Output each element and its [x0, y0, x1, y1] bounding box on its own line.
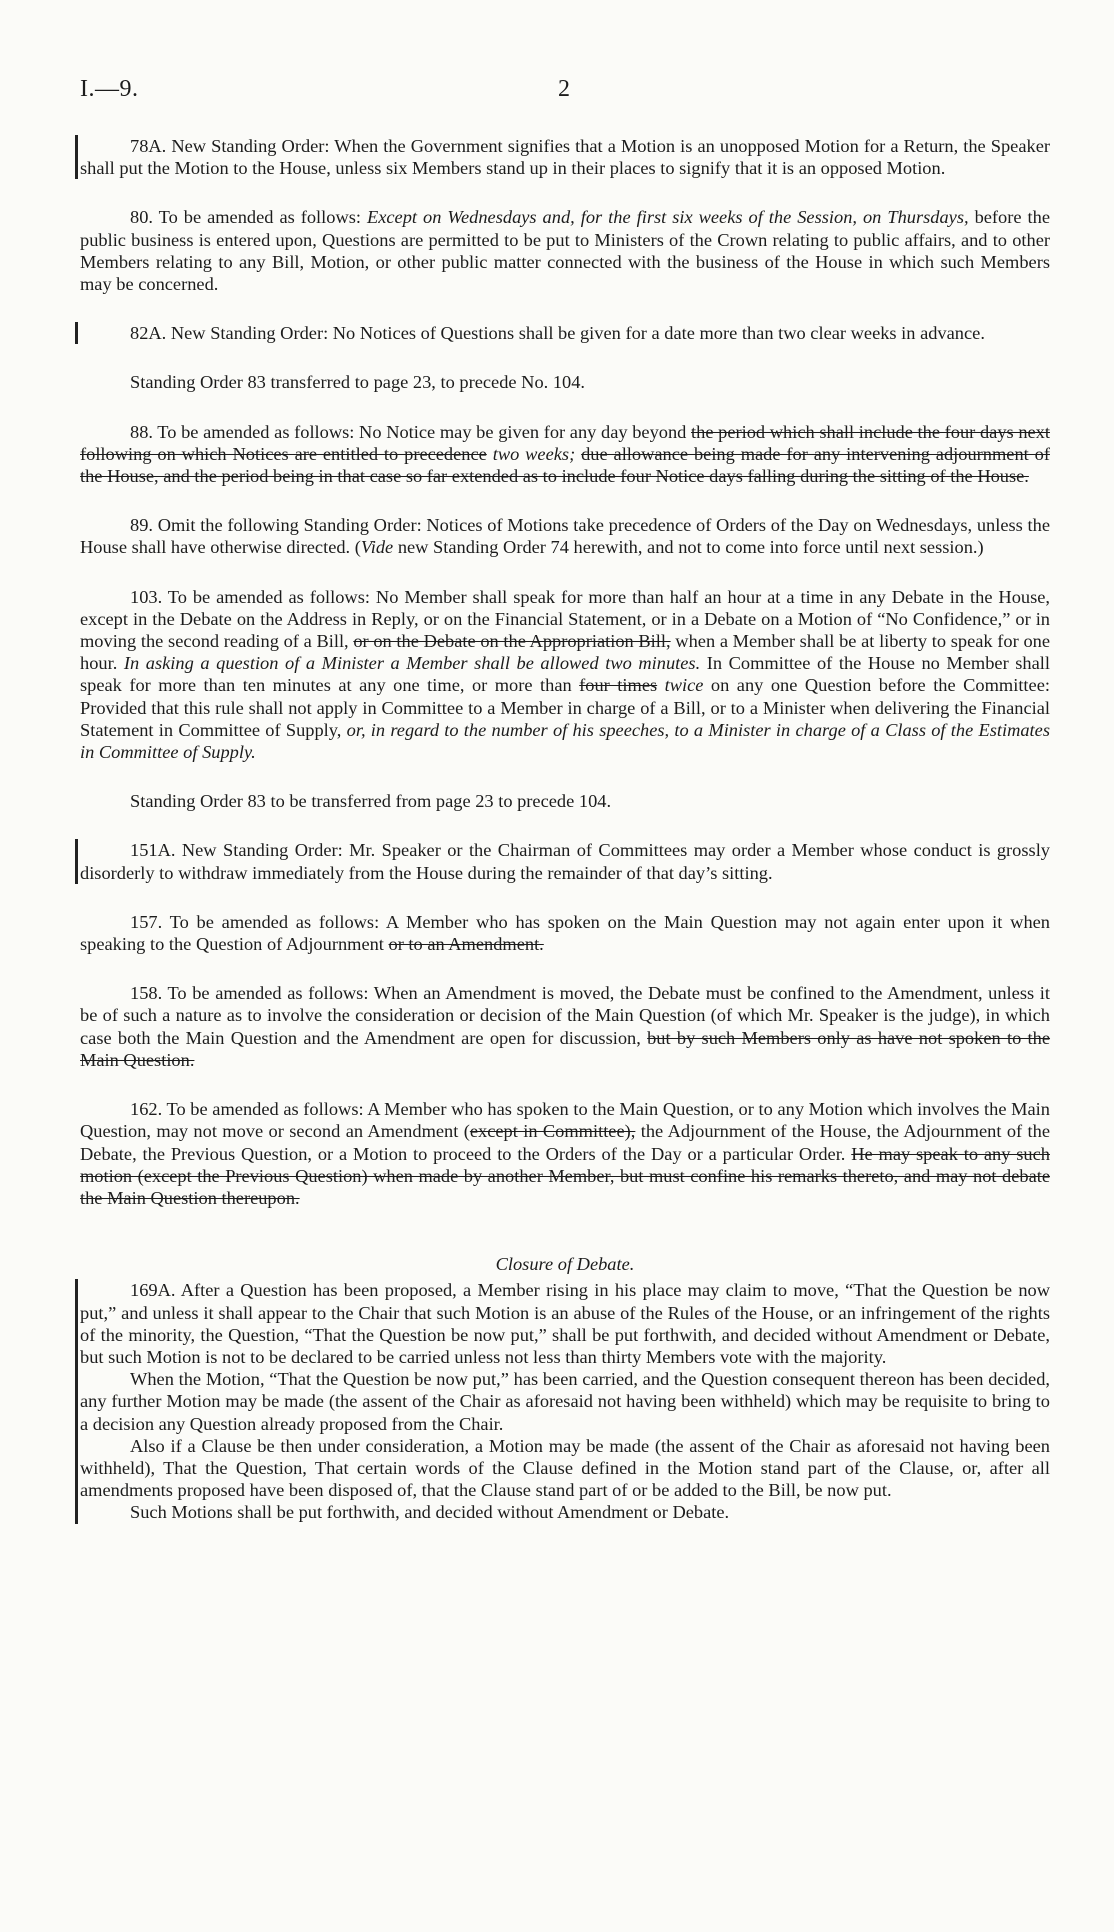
page-header: [80, 76, 1040, 116]
closure-paragraph-4: Such Motions shall be put forthwith, and decided without Amendment or Debate.: [130, 1502, 730, 1523]
standing-order-80: [80, 206, 1050, 295]
text-run: 151A. New Standing Order: Mr. Speaker or the Chairman of Committees may order a Member whose conduct is grossly disorderly to withdraw immediately from the House during the remainder of that day’s sitting.: [80, 840, 1050, 883]
italic-insertion: twice: [664, 675, 704, 696]
closure-paragraph-3: Also if a Clause be then under consideration, a Motion may be made (the assent of the Chair as aforesaid not having been withheld), That the Question, That certain words of the Clause defined in the Motion stand part of the Clause, or, after all amendments proposed have been disposed of, that the Clause stand part of or be added to the Bill, be now put.: [80, 1435, 1050, 1501]
text-run: 158. To be amended as follows: When an Amendment is moved, the Debate must be confined to the Amendment, unless it be of such a nature as to involve the consideration or decision of the Main Question (of which Mr. Speaker is the judge), in which case both the Main Question and the Amendment are open for discussion,: [80, 983, 1050, 1048]
standing-order-78a: [75, 135, 1050, 179]
text-run: [657, 675, 664, 695]
text-run: before the public business is entered upon, Questions are permitted to be put to Ministers of the Crown relating to public affairs, and to other Members relating to any Bill, Motion, or other public matter connected with the business of the House in which such Members may be concerned.: [80, 207, 1050, 295]
text-run: Standing Order 83 to be transferred from page 23 to precede 104.: [130, 791, 612, 812]
text-run: 78A. New Standing Order: When the Government signifies that a Motion is an unopposed Motion for a Return, the Speaker shall put the Motion to the House, unless six Members stand up in their places to signify that it is an opposed Motion.: [80, 136, 1050, 179]
text-run: 157. To be amended as follows: A Member who has spoken on the Main Question may not again enter upon it when speaking to the Question of Adjournment: [80, 911, 1050, 955]
closure-of-debate-block: [75, 1279, 1050, 1523]
italic-insertion: In asking a question of a Minister a Member shall be allowed two minutes.: [123, 653, 701, 674]
standing-order-162: [80, 1098, 1050, 1209]
text-run: the Adjournment of the House, the Adjournment of the Debate, the Previous Question, or a Motion to proceed to the Orders of the Day or a particular Order.: [80, 1121, 1050, 1164]
text-run: In Committee of the House no Member shall speak for more than ten minutes at any one time, or more than: [80, 653, 1051, 696]
struck-text: four times: [579, 675, 658, 696]
struck-text: He may speak to any such motion (except the Previous Question) when made by another Member, but must confine his remarks thereto, and may not debate the Main Question thereupon.: [80, 1143, 1050, 1208]
text-run: Standing Order 83 transferred to page 23, to precede No. 104.: [130, 372, 586, 393]
standing-order-151a: [75, 839, 1050, 883]
text-run: 88. To be amended as follows: No Notice may be given for any day beyond: [130, 421, 692, 442]
italic-insertion: two weeks;: [492, 443, 576, 464]
struck-text: except in Committee),: [469, 1121, 636, 1142]
text-run: 103. To be amended as follows: No Member shall speak for more than half an hour at a time in any Debate in the House, except in the Debate on the Address in Reply, or on the Financial Statement, or in a Debate on a Motion of “No Confidence,” or in moving the second reading of a Bill,: [80, 586, 1050, 652]
page-number: 2: [558, 76, 570, 102]
standing-order-157: [80, 911, 1050, 955]
closure-heading: Closure of Debate.: [495, 1254, 635, 1275]
struck-text: or to an Amendment.: [388, 934, 544, 955]
struck-text: due allowance being made for any intervening adjournment of the House, and the period being in that case so far extended as to include four Notice days falling during the sitting of the House.: [80, 443, 1050, 487]
text-run: 82A. New Standing Order: No Notices of Questions shall be given for a date more than two clear weeks in advance.: [130, 323, 985, 344]
struck-text: but by such Members only as have not spoken to the Main Question.: [80, 1027, 1051, 1070]
standing-order-158: [80, 982, 1050, 1071]
text-run: 162. To be amended as follows: A Member who has spoken to the Main Question, or to any Motion which involves the Main Question, may not move or second an Amendment (: [80, 1099, 1050, 1142]
standing-order-82a: [75, 322, 1050, 344]
italic-insertion: or, in regard to the number of his speeches, to a Minister in charge of a Class of the Estimates in Committee of Supply.: [80, 719, 1050, 763]
closure-paragraph-2: When the Motion, “That the Question be now put,” has been carried, and the Question consequent thereon has been decided, any further Motion may be made (the assent of the Chair as aforesaid not having been withheld) which may be requisite to bring to a decision any Question already proposed from the Chair.: [80, 1369, 1050, 1434]
standing-order-89: [80, 514, 1050, 558]
standing-order-88: [80, 421, 1050, 488]
text-run: 80. To be amended as follows:: [130, 207, 367, 228]
standing-order-103: [80, 586, 1050, 764]
text-run: 89. Omit the following Standing Order: Notices of Motions take precedence of Orders of the Day on Wednesdays, unless the House shall have otherwise directed. (: [80, 515, 1050, 558]
italic-insertion: Except on Wednesdays and, for the first six weeks of the Session, on Thursdays,: [367, 207, 969, 228]
text-run: when a Member shall be at liberty to speak for one hour.: [80, 631, 1050, 674]
closure-paragraph-169a: 169A. After a Question has been proposed, a Member rising in his place may claim to move, “That the Question be now put,” and unless it shall appear to the Chair that such Motion is an abuse of the Rules of the House, or an infringement of the rights of the minority, the Question, “That the Question be now put,” shall be put forthwith, and decided without Amendment or Debate, but such Motion is not to be declared to be carried unless not less than thirty Members vote with the majority.: [80, 1280, 1050, 1367]
struck-text: the period which shall include the four days next following on which Notices are entitled to precedence: [80, 421, 1050, 464]
struck-text: or on the Debate on the Appropriation Bill,: [353, 631, 671, 652]
standing-order-83-transfer: [80, 790, 1050, 812]
document-id: I.—9.: [80, 76, 139, 102]
text-run: on any one Question before the Committee: Provided that this rule shall not apply in Committee to a Member in charge of a Bill, or to a Minister when delivering the Financial Statement in Committee of Supply,: [80, 675, 1050, 740]
page-body: [80, 135, 1050, 1524]
text-run: new Standing Order 74 herewith, and not to come into force until next session.): [393, 537, 984, 558]
italic-insertion: Vide: [360, 537, 394, 558]
standing-order-83-note: [80, 371, 1050, 393]
